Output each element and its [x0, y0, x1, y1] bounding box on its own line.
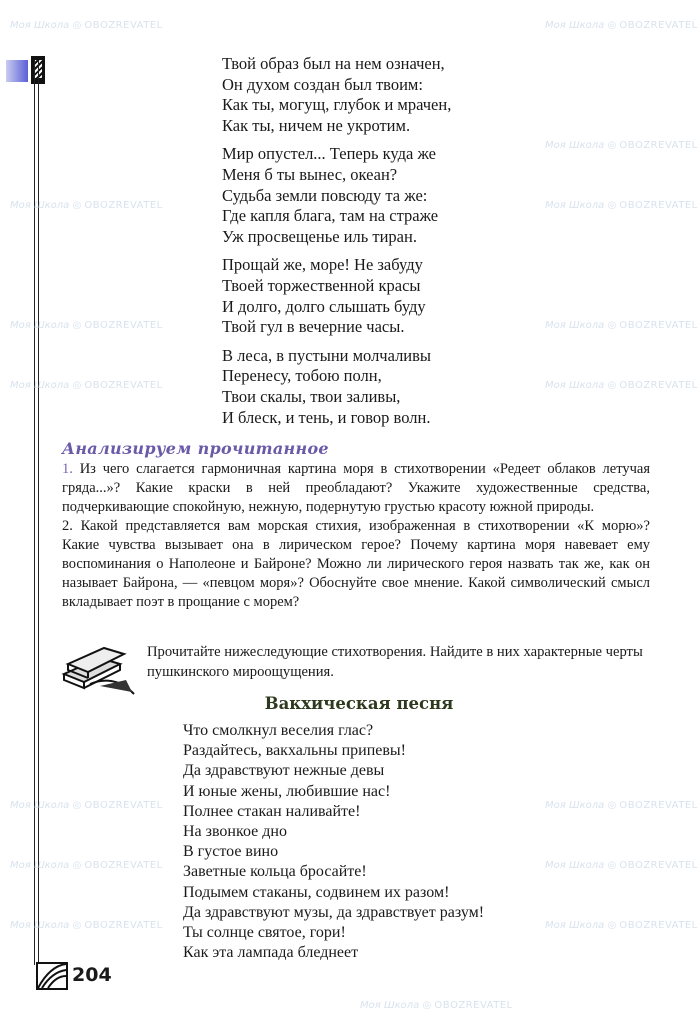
watermark-school: Моя Школа	[10, 20, 70, 31]
watermark-brand: OBOZREVATEL	[619, 200, 698, 211]
poem-line: Раздайтесь, вакхальны припевы!	[183, 742, 406, 760]
watermark: Моя Школа ◎ OBOZREVATEL	[10, 380, 163, 391]
watermark-brand: OBOZREVATEL	[84, 380, 163, 391]
poem-line: Да здравствуют музы, да здравствует разум!	[183, 903, 485, 921]
section-heading: Анализируем прочитанное	[62, 439, 329, 458]
stanza	[222, 255, 451, 337]
watermark: Моя Школа ◎ OBOZREVATEL	[10, 200, 163, 211]
watermark: Моя Школа ◎ OBOZREVATEL	[545, 200, 698, 211]
watermark-school: Моя Школа	[545, 200, 605, 211]
poem-line: Что смолкнул веселия глас?	[183, 722, 374, 739]
watermark-school: Моя Школа	[10, 800, 70, 811]
watermark-school: Моя Школа	[10, 380, 70, 391]
watermark-brand: OBOZREVATEL	[84, 320, 163, 331]
watermark: Моя Школа ◎ OBOZREVATEL	[360, 1000, 513, 1011]
poem-line: Полнее стакан наливайте!	[183, 802, 361, 820]
watermark-brand: OBOZREVATEL	[619, 860, 698, 871]
poem-line: Как эта лампада бледнеет	[183, 944, 359, 962]
stanza	[222, 54, 451, 136]
poem-line: Твой гул в вечерние часы.	[222, 317, 405, 337]
page-ornament-icon	[36, 962, 68, 990]
poem-line: Твоей торжественной красы	[222, 275, 421, 295]
margin-rule	[34, 60, 39, 965]
watermark-brand: OBOZREVATEL	[84, 860, 163, 871]
question-1: 1. Из чего слагается гармоничная картина моря в стихотворении «Редеет облаков летучая гряда...»? Какие краски в ней преобладают? Укажите художественные средства, подчеркивающие спокойную, нежную, подернутую грустью красоту южной природы.	[62, 461, 650, 515]
poem-line: Он духом создан был твоим:	[222, 74, 423, 94]
watermark-school: Моя Школа	[10, 860, 70, 871]
poem-line: Прощай же, море! Не забуду	[222, 255, 423, 275]
watermark-school: Моя Школа	[545, 140, 605, 151]
poem-line: И блеск, и тень, и говор волн.	[222, 407, 431, 427]
poem-bacchic-song	[183, 721, 484, 963]
watermark-brand: OBOZREVATEL	[619, 140, 698, 151]
watermark: Моя Школа ◎ OBOZREVATEL	[545, 380, 698, 391]
poem-line: Мир опустел... Теперь куда же	[222, 144, 436, 164]
stanza	[222, 144, 451, 247]
stanza	[222, 346, 451, 428]
watermark-brand: OBOZREVATEL	[84, 800, 163, 811]
watermark-school: Моя Школа	[10, 320, 70, 331]
watermark: Моя Школа ◎ OBOZREVATEL	[545, 140, 698, 151]
poem-line: В густое вино	[183, 843, 279, 861]
watermark-brand: OBOZREVATEL	[619, 380, 698, 391]
watermark: Моя Школа ◎ OBOZREVATEL	[10, 860, 163, 871]
books-quill-icon	[60, 634, 138, 696]
watermark: Моя Школа ◎ OBOZREVATEL	[545, 800, 698, 811]
poem-line: Где капля блага, там на страже	[222, 206, 439, 226]
watermark: Моя Школа ◎ OBOZREVATEL	[545, 860, 698, 871]
poem-line: Меня б ты вынес, океан?	[222, 164, 398, 184]
watermark-brand: OBOZREVATEL	[619, 920, 698, 931]
poem-line: В леса, в пустыни молчаливы	[222, 345, 432, 365]
poem-line: Твои скалы, твои заливы,	[222, 386, 401, 406]
questions	[62, 460, 650, 612]
poem-line: Заветные кольца бросайте!	[183, 863, 367, 881]
watermark-school: Моя Школа	[545, 320, 605, 331]
reading-instruction: Прочитайте нижеследующие стихотворения. Найдите в них характерные черты пушкинского мироощущения.	[147, 644, 643, 680]
poem-line: И долго, долго слышать буду	[222, 296, 426, 316]
watermark-brand: OBOZREVATEL	[619, 320, 698, 331]
watermark: Моя Школа ◎ OBOZREVATEL	[10, 20, 163, 31]
poem-line: Уж просвещенье иль тиран.	[222, 226, 417, 246]
poem-line: Твой образ был на нем означен,	[222, 54, 445, 73]
watermark-school: Моя Школа	[360, 1000, 420, 1011]
watermark-school: Моя Школа	[10, 200, 70, 211]
watermark-brand: OBOZREVATEL	[434, 1000, 513, 1011]
watermark-brand: OBOZREVATEL	[84, 20, 163, 31]
poem-to-the-sea	[222, 54, 451, 436]
page-number: 204	[72, 964, 112, 986]
poem-line: Как ты, могущ, глубок и мрачен,	[222, 95, 452, 115]
watermark-school: Моя Школа	[545, 20, 605, 31]
poem-line: Подымем стаканы, содвинем их разом!	[183, 883, 450, 901]
watermark-school: Моя Школа	[545, 860, 605, 871]
poem-line: И юные жены, любившие нас!	[183, 782, 391, 800]
question-2: 2. Какой представляется вам морская стихия, изображенная в стихотворении «К морю»? Какие чувства вызывает она в лирическом герое? Почему картина моря навевает ему воспоминания о Наполеоне и Байроне? Можно ли лирического героя назвать так же, как он называет Байрона, — «певцом моря»? Обоснуйте свое мнение. Какой символический смысл вкладывает поэт в прощание с морем?	[62, 518, 650, 610]
poem-line: Судьба земли повсюду та же:	[222, 185, 428, 205]
poem-line: На звонкое дно	[183, 823, 287, 841]
watermark-brand: OBOZREVATEL	[84, 920, 163, 931]
watermark: Моя Школа ◎ OBOZREVATEL	[545, 20, 698, 31]
watermark-school: Моя Школа	[545, 920, 605, 931]
watermark: Моя Школа ◎ OBOZREVATEL	[10, 920, 163, 931]
watermark-brand: OBOZREVATEL	[619, 800, 698, 811]
page-tab-marker	[6, 60, 28, 82]
watermark-brand: OBOZREVATEL	[619, 20, 698, 31]
watermark-brand: OBOZREVATEL	[84, 200, 163, 211]
poem-line: Перенесу, тобою полн,	[222, 366, 382, 386]
watermark: Моя Школа ◎ OBOZREVATEL	[545, 920, 698, 931]
watermark-school: Моя Школа	[10, 920, 70, 931]
watermark-school: Моя Школа	[545, 380, 605, 391]
watermark: Моя Школа ◎ OBOZREVATEL	[545, 320, 698, 331]
poem-line: Ты солнце святое, гори!	[183, 924, 346, 942]
poem-line: Да здравствуют нежные девы	[183, 762, 385, 780]
poem-title: Вакхическая песня	[264, 694, 454, 713]
watermark-school: Моя Школа	[545, 800, 605, 811]
poem-line: Как ты, ничем не укротим.	[222, 115, 411, 135]
watermark: Моя Школа ◎ OBOZREVATEL	[10, 320, 163, 331]
watermark: Моя Школа ◎ OBOZREVATEL	[10, 800, 163, 811]
